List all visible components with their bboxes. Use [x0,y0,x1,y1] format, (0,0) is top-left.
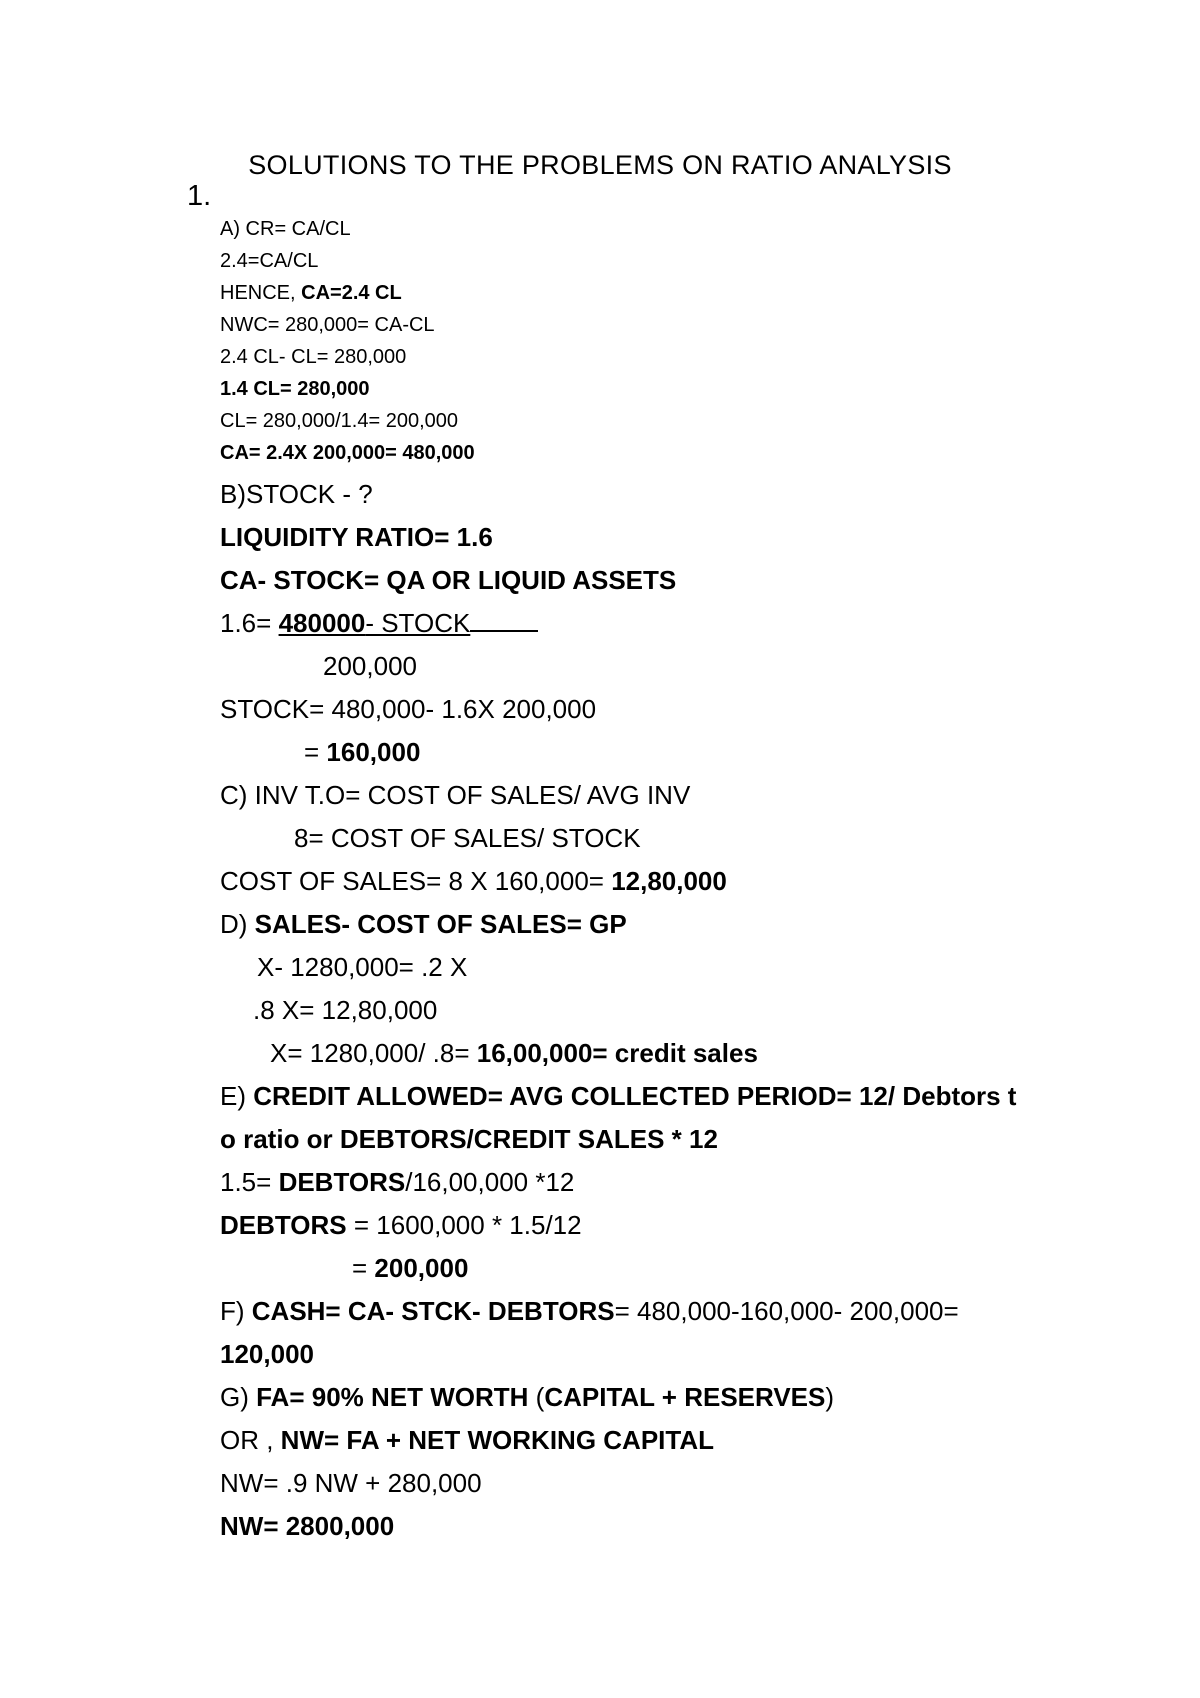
solution-line: F) CASH= CA- STCK- DEBTORS= 480,000-160,000- 200,000= [220,1296,959,1326]
solution-line: OR , NW= FA + NET WORKING CAPITAL [220,1425,715,1455]
solution-line: COST OF SALES= 8 X 160,000= 12,80,000 [220,866,727,896]
solution-line: 1.4 CL= 280,000 [220,378,370,400]
solution-line: = 200,000 [352,1253,469,1283]
solution-line: CA= 2.4X 200,000= 480,000 [220,442,475,464]
solution-line: B)STOCK - ? [220,479,373,509]
solution-line: HENCE, CA=2.4 CL [220,282,402,304]
solution-line: NW= 2800,000 [220,1511,395,1541]
solution-line: 1.5= DEBTORS/16,00,000 *12 [220,1167,575,1197]
solution-line: X= 1280,000/ .8= 16,00,000= credit sales [270,1038,758,1068]
solution-line: STOCK= 480,000- 1.6X 200,000 [220,694,597,724]
solution-line: X- 1280,000= .2 X [257,952,468,982]
solution-line: NWC= 280,000= CA-CL [220,314,435,336]
solution-line: 1.6= 480000- STOCK [220,608,538,639]
solution-line: o ratio or DEBTORS/CREDIT SALES * 12 [220,1124,718,1154]
problem-number: 1. [187,180,212,212]
solution-line: NW= .9 NW + 280,000 [220,1468,482,1498]
solution-line: 200,000 [323,651,417,681]
page-title: SOLUTIONS TO THE PROBLEMS ON RATIO ANALYSIS [248,150,952,180]
solution-line: 2.4 CL- CL= 280,000 [220,346,407,368]
solution-line: LIQUIDITY RATIO= 1.6 [220,522,493,552]
solution-line: 8= COST OF SALES/ STOCK [294,823,641,853]
solution-line: = 160,000 [304,737,421,767]
solution-line: .8 X= 12,80,000 [253,995,438,1025]
solution-line: A) CR= CA/CL [220,218,351,240]
solution-line: G) FA= 90% NET WORTH (CAPITAL + RESERVES) [220,1382,835,1412]
solution-line: 2.4=CA/CL [220,250,319,272]
solution-line: CL= 280,000/1.4= 200,000 [220,410,458,432]
solution-line: DEBTORS = 1600,000 * 1.5/12 [220,1210,582,1240]
solution-line: 120,000 [220,1339,314,1369]
solution-line: C) INV T.O= COST OF SALES/ AVG INV [220,780,691,810]
solution-line: D) SALES- COST OF SALES= GP [220,909,627,939]
solution-line: CA- STOCK= QA OR LIQUID ASSETS [220,565,677,595]
solution-line: E) CREDIT ALLOWED= AVG COLLECTED PERIOD= 12/ Debtors t [220,1081,1017,1111]
